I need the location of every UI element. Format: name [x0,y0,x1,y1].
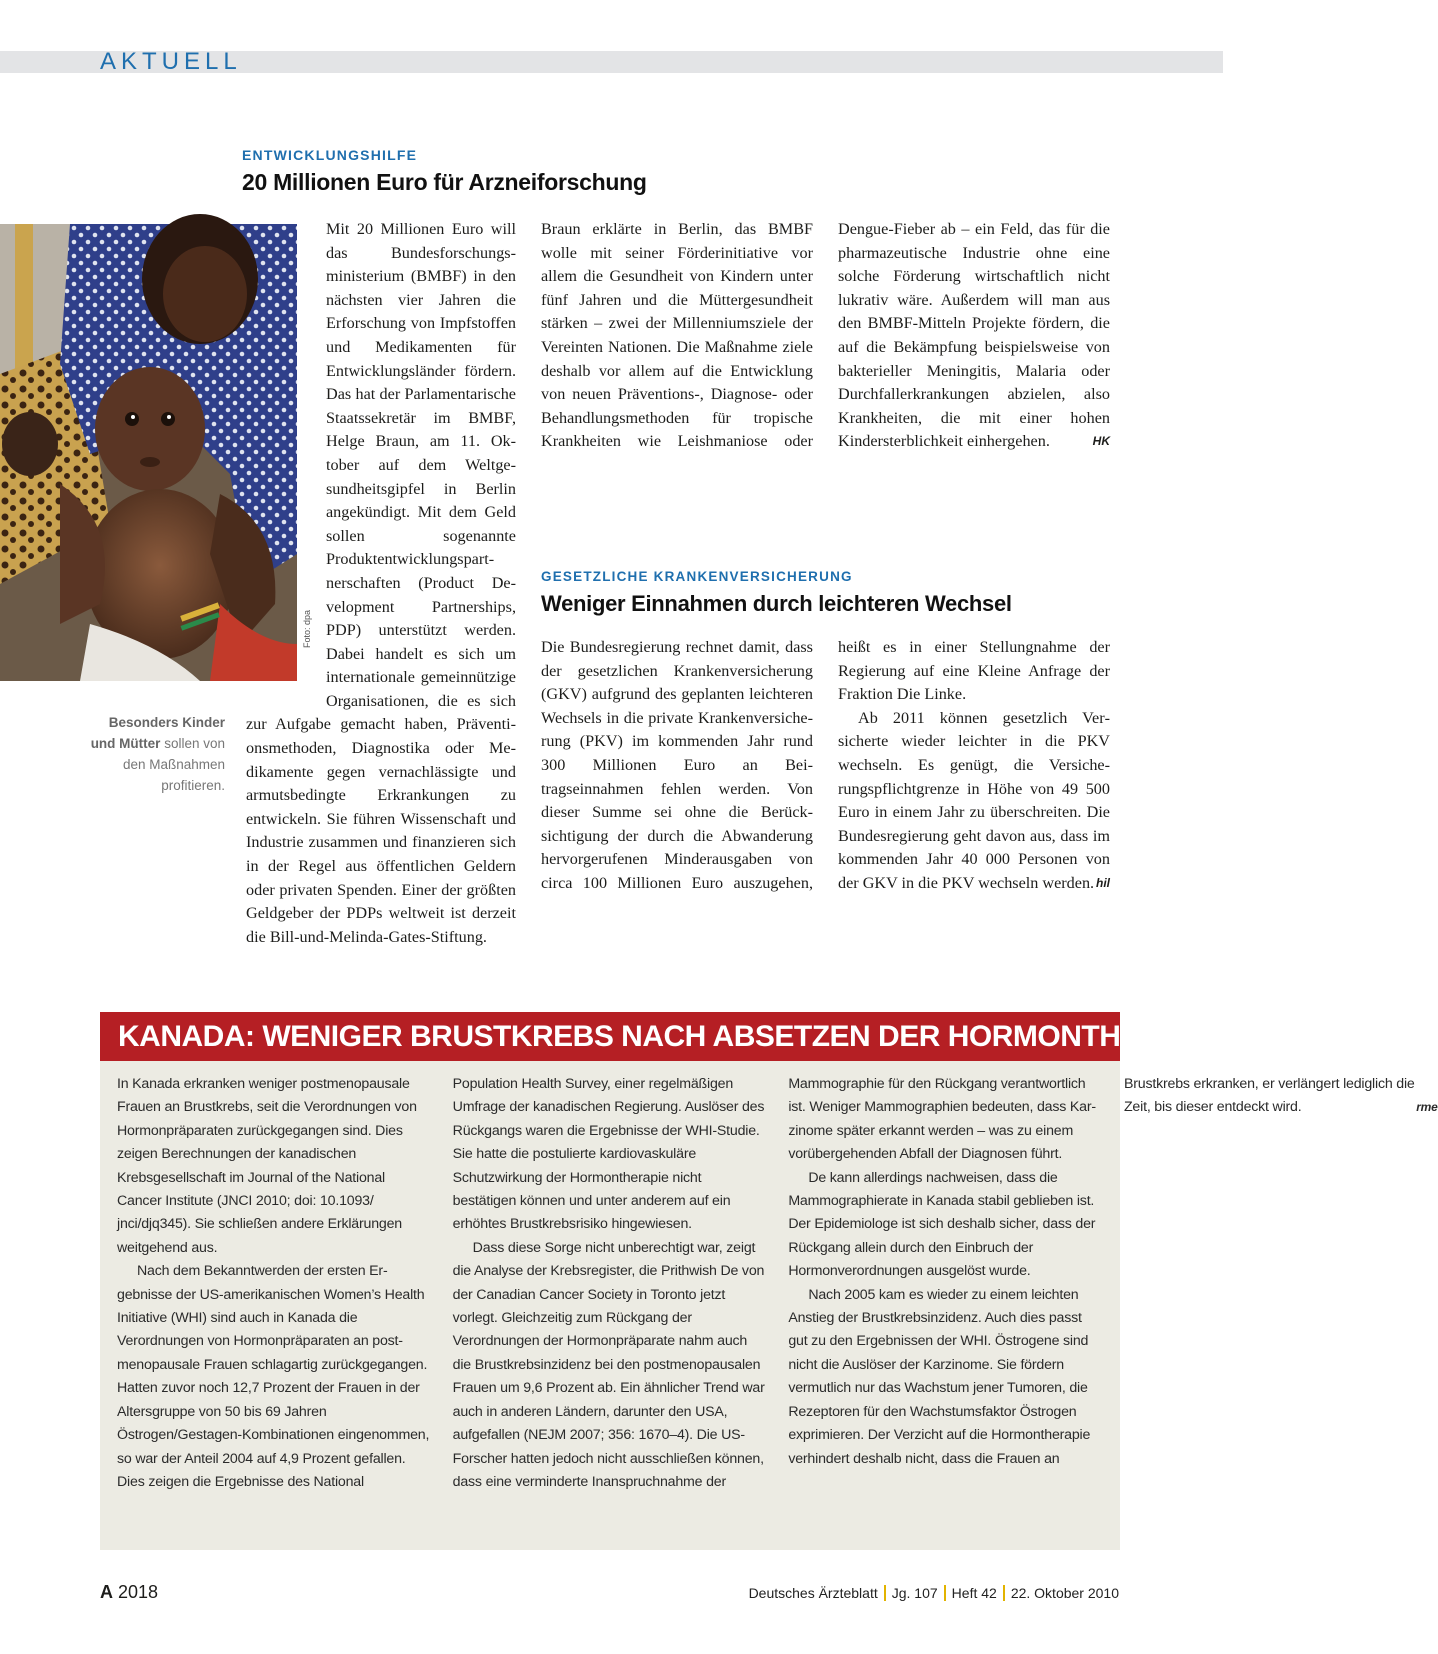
box-paragraph: In Kanada erkranken weniger postmenopausale Frauen an Brustkrebs, seit die Verordnungen von Hormonpräparaten zurückgegangen sind. Dies zeigen Berechnungen der kanadischen Krebsgesellschaft im Journal of the National Cancer Institute (JNCI 2010; doi: 10.1093/ jnci/djq345). Sie schließen andere Erklärungen weitgehend aus. [117,1076,417,1256]
article1-signature: HK [1092,434,1110,449]
article1-headline: 20 Millionen Euro für Arzneiforschung [242,169,647,195]
section-label: AKTUELL [100,48,242,75]
folio-letter: A [100,1582,113,1602]
journal-volume: Jg. 107 [891,1585,938,1601]
folio-number: 2018 [118,1582,159,1602]
article1-col1-text: Mit 20 Millionen Euro will das Bundesforschungsministerium (BMBF) in den nächsten vier Jahren die Erforschung von Impfstoffen und Medikamenten für Entwicklungsländer fördern. Das hat der Parlamentarische Staatssekretär im BMBF, Helge Braun, am 11. Oktober auf dem Weltgesundheitsgipfel in Berlin angekündigt. Mit dem Geld sollen sogenannte Produktentwicklungspartnerschaften (Product Development Partnerships, PDP) unterstützt werden. Dabei handelt es sich um internationale gemeinnützige Organisationen, die es sich zur Aufgabe gemacht haben, Präventionsmethoden, Diagnostika oder Medikamente gegen vernachlässigte und armutsbedingte Erkrankungen zu entwickeln. Sie führen Wissenschaft und Industrie zusammen und finanzieren sich in der Regel aus öffentlichen Geldern oder privaten Spenden. Einer der größten Geldgeber der PDPs weltweit ist derzeit die Bill-und-Melinda-Gates-Stiftung. [246,220,516,946]
article2-kicker: GESETZLICHE KRANKENVERSICHERUNG [541,569,853,584]
journal-date: 22. Oktober 2010 [1010,1585,1119,1601]
article1-col2-text: Braun erklärte in Berlin, das BMBF wolle mit seiner Förderinitiative vor allem die Gesundheit von Kindern unter fünf Jahren und die Müttergesundheit stärken – zwei der Millenniumsziele der Vereinten Nationen. Die Maßnahme ziele deshalb vor allem auf die Entwicklung von neuen Präventions-, Diagnose- oder Behandlungsmethoden für tropische Krankheiten wie Leishmaniose oder Dengue-Fieber ab – ein Feld, das für die pharmazeutische Industrie ohne eine solche Förderung wirtschaftlich nicht lukrativ wäre. Außerdem will man aus den BMBF-Mitteln Projekte fördern, die auf die Bekämpfung beispielsweise von bakterieller Meningitis, Malaria oder Durchfallerkrankungen abzielen, also Krankheiten, die mit einer hohen Kindersterblichkeit einhergehen. [541,220,1110,451]
box-paragraph: Dass diese Sorge nicht unberechtigt war, zeigt die Analyse der Krebsregister, die Prithwish De von der Canadian Cancer Society in Toronto jetzt vorlegt. Gleichzeitig zum Rückgang der Verordnungen der Hormonpräparate nahm auch die Brustkrebsinzidenz bei den postmenopausalen Frauen um 9,6 Prozent ab. Ein ähnlicher Trend war auch in anderen Ländern, darunter den USA, aufgefallen (NEJM 2007; 356: 1670–4). Die US-Forscher hatten jedoch nicht ausschließen können, dass eine verminderte Inanspruchnahme der Mammographie für den Rückgang verantwortlich ist. Weniger Mammographien bedeuten, dass Karzinome später erkannt werden – was zu einem vorübergehenden Abfall der Diagnosen führt. [452,1076,1097,1490]
photo-wrap-spacer [246,218,326,703]
imprint-separator [884,1585,886,1601]
journal-issue: Heft 42 [951,1585,997,1601]
journal-imprint [749,1583,1119,1603]
photo-credit: Foto: dpa [302,609,312,648]
box-signature: rme [1416,1100,1438,1115]
box-columns [117,1073,1438,1513]
article2-p2: Ab 2011 können gesetzlich Versicherte wieder leichter in die PKV wechseln. Es genügt, die Versicherungspflichtgrenze in Höhe von 49 500 Euro in einem Jahr zu überschreiten. Die Bundesregierung geht davon aus, dass im kommenden Jahr 40 000 Personen von der GKV in die PKV wechseln werden. [838,708,1110,892]
box-paragraph: Nach dem Bekanntwerden der ersten Ergebnisse der US-amerikanischen Women’s Health Initiative (WHI) sind auch in Kanada die Verordnungen von Hormonpräparaten an postmenopausale Frauen schlagartig zurückgegangen. Hatten zuvor noch 12,7 Prozent der Frauen in der Altersgruppe von 50 bis 69 Jahren Östrogen/Gestagen-Kombinationen eingenommen, so war der Anteil 2004 auf 4,9 Prozent gefallen. Dies zeigen die Ergebnisse des National Population Health Survey, einer regelmäßigen Umfrage der kanadischen Regierung. Auslöser des Rückgangs waren die Ergebnisse der WHI-Studie. Sie hatte die postulierte kardiovaskuläre Schutzwirkung der Hormontherapie nicht bestätigen können und unter anderem auf ein erhöhtes Brustkrebsrisiko hingewiesen. [117,1076,765,1490]
article2-headline: Weniger Einnahmen durch leichteren Wechsel [541,591,1012,616]
box-paragraph: Nach 2005 kam es wieder zu einem leichten Anstieg der Brustkrebsinzidenz. Auch dies passt gut zu den Ergebnissen der WHI. Östrogene sind nicht die Auslöser der Karzinome. Sie fördern vermutlich nur das Wachstum jener Tumoren, die Rezeptoren für den Wachstumsfaktor Östrogen exprimieren. Der Verzicht auf die Hormontherapie verhindert deshalb nicht, dass die Frauen an Brustkrebs erkranken, er verlängert lediglich die Zeit, bis dieser entdeckt wird. [788,1076,1415,1467]
box-paragraph: De kann allerdings nachweisen, dass die Mammographierate in Kanada stabil geblieben ist. Der Epidemiologe ist sich deshalb sicher, dass der Rückgang allein durch den Einbruch der Hormonverordnungen ausgelöst wurde. [788,1169,1096,1280]
imprint-separator [1003,1585,1005,1601]
caption-text: sollen von den Maßnahmen profitieren. [122,736,225,793]
caption-bold: Besonders Kinder und Mütter [90,715,225,751]
imprint-separator [944,1585,946,1601]
page-folio [100,1580,158,1604]
article2-p1: Die Bundesregierung rechnet damit, dass der gesetzlichen Krankenversicherung (GKV) aufgrund des geplanten leichteren Wechsels in die private Krankenversicherung (PKV) im kommenden Jahr rund 300 Millionen Euro an Beitragseinnahmen fehlen werden. Von dieser Summe sei ohne die Berücksichtigung der durch die Abwanderung hervorgerufenen Minderausgaben von circa 100 Millionen Euro auszugehen, heißt es in einer Stellungnahme der Regierung auf eine Kleine Anfrage der Fraktion Die Linke. [541,638,1110,892]
article1-col2-3 [541,218,1110,498]
article2-body [541,636,1110,936]
article2-signature: hil [1096,875,1110,890]
article1-col1 [246,218,516,949]
journal-name: Deutsches Ärzteblatt [748,1585,878,1601]
box-title [100,1012,1230,1061]
box-title-text: KANADA: WENIGER BRUSTKREBS NACH ABSETZEN DER HORMONTHERAPIE [118,1020,1230,1053]
article1-kicker: ENTWICKLUNGSHILFE [242,147,418,163]
photo-caption [90,712,225,796]
